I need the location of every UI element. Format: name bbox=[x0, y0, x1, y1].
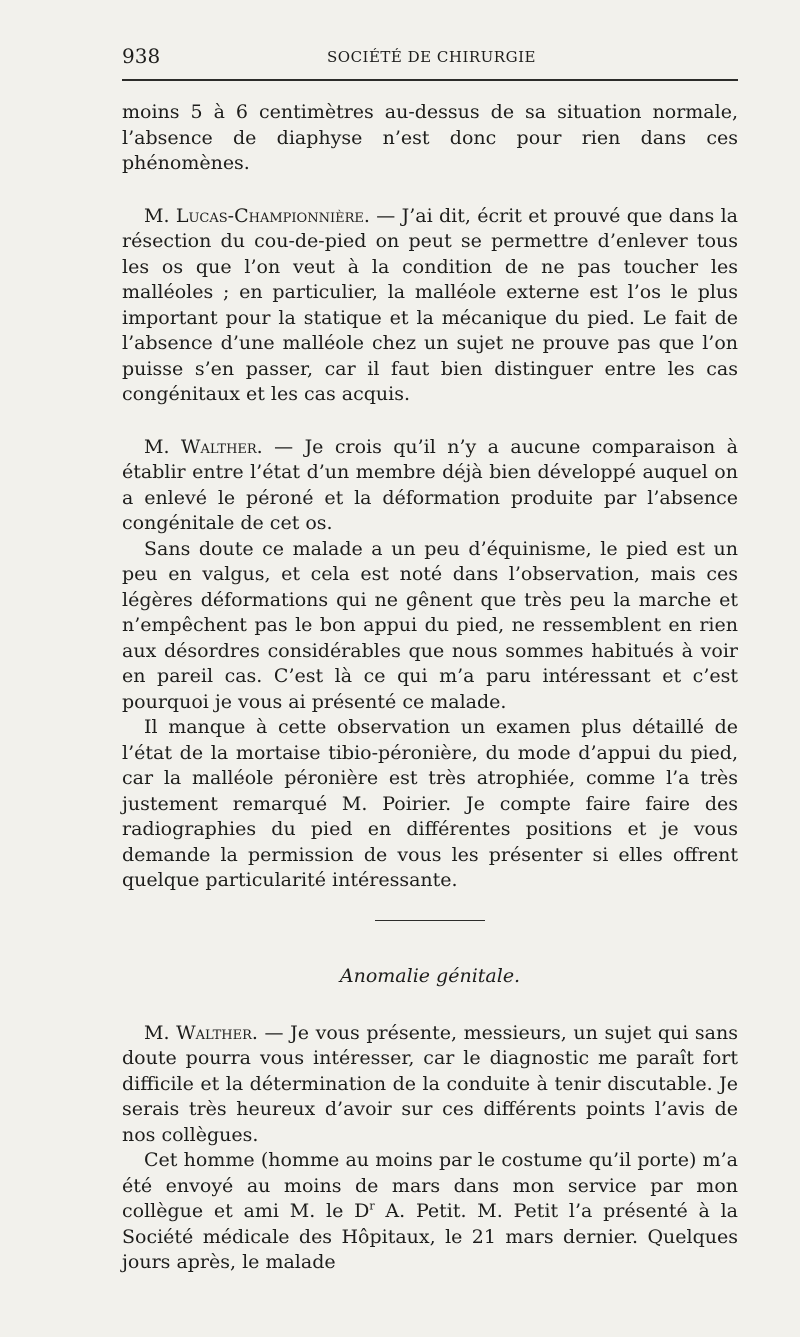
closing-text-part-1: Cet homme (homme au moins par le costume qu’il porte) m’a été envoyé au moins de mars dans mon service par mon collègue et ami M. le D bbox=[122, 1149, 738, 1222]
il-manque-paragraph: Il manque à cette observation un examen plus détaillé de l’état de la mortaise tibio-péronière, du mode d’appui du pied, car la malléole péronière est très atrophiée, comme l’a très justement remarqué M. Poirier. Je compte faire faire des radiographies du pied en différentes positions et je vous demande la permission de vous les présenter si elles offrent quelque particularité intéressante. bbox=[122, 716, 738, 891]
closing-text-part-2: A. Petit. M. Petit l’a présenté à la Société médicale des Hôpitaux, le 21 mars dernier. Quelques jours après, le malade bbox=[122, 1200, 738, 1273]
paragraph-gap bbox=[122, 408, 738, 435]
walther-paragraph-1 bbox=[122, 435, 738, 537]
page-content bbox=[122, 100, 738, 1276]
running-head: SOCIÉTÉ DE CHIRURGIE bbox=[327, 48, 536, 66]
walther-paragraph-2 bbox=[122, 1021, 738, 1149]
sans-doute-paragraph: Sans doute ce malade a un peu d’équinisme, le pied est un peu en valgus, et cela est noté dans l’observation, mais ces légères déformations qui ne gênent que très peu la marche et n’empêchent pas le bon appui du pied, ne ressemblent en rien aux désordres considérables que nous sommes habitués à voir en pareil cas. C’est là ce qui m’a paru intéressant et c’est pourquoi je vous ai présenté ce malade. bbox=[122, 537, 738, 713]
closing-paragraph bbox=[122, 1148, 738, 1276]
paragraph-text: — J’ai dit, écrit et prouvé que dans la résection du cou-de-pied on peut se permettre d’enlever tous les os que l’on veut à la condition de ne pas toucher les malléoles ; en particulier, la malléole externe est l’os le plus important pour la statique et la mécanique du pied. Le fait de l’absence d’une malléole chez un sujet ne prouve pas que l’on puisse s’en passer, car il faut bien distinguer entre les cas congénitaux et les cas acquis. bbox=[122, 204, 738, 405]
page-number: 938 bbox=[122, 44, 161, 68]
opening-paragraph: moins 5 à 6 centimètres au-dessus de sa situation normale, l’absence de diaphyse n’est donc pour rien dans ces phénomènes. bbox=[122, 101, 738, 174]
doctor-superscript: r bbox=[369, 1199, 375, 1213]
section-title: Anomalie génitale. bbox=[339, 964, 521, 987]
lucas-championniere-paragraph bbox=[122, 204, 738, 408]
header-rule bbox=[122, 79, 738, 81]
paragraph-text: — Je crois qu’il n’y a aucune comparaison à établir entre l’état d’un membre déjà bien développé auquel on a enlevé le péroné et la déformation produite par l’absence congénitale de cet os. bbox=[122, 435, 738, 534]
page-header bbox=[122, 44, 738, 70]
section-separator bbox=[375, 920, 485, 921]
paragraph-text: — Je vous présente, messieurs, un sujet qui sans doute pourra vous intéresser, car le diagnostic me paraît fort difficile et la détermination de la conduite à tenir discutable. Je serais très heureux d’avoir sur ces différents points l’avis de nos collègues. bbox=[122, 1021, 738, 1146]
paragraph-gap bbox=[122, 177, 738, 204]
speaker-name: M. Walther. bbox=[144, 435, 263, 458]
speaker-name: M. Walther. bbox=[144, 1021, 258, 1044]
speaker-name: M. Lucas-Championnière. bbox=[144, 204, 370, 227]
